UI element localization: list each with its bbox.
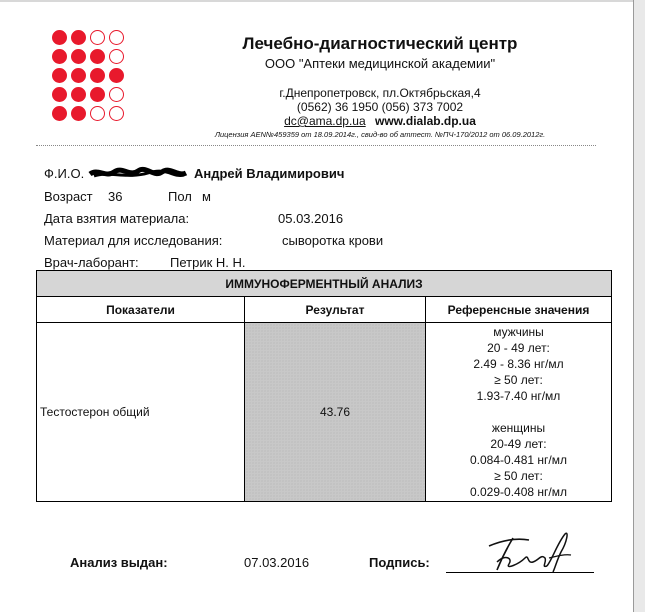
column-header-reference: Референсные значения: [426, 297, 612, 323]
issued-label: Анализ выдан:: [70, 555, 168, 570]
header-divider: [36, 145, 596, 146]
reference-line: женщины: [491, 421, 546, 435]
table-title: ИММУНОФЕРМЕНТНЫЙ АНАЛИЗ: [37, 271, 612, 297]
column-header-result: Результат: [245, 297, 426, 323]
clinic-logo-icon: [52, 30, 128, 130]
reference-line: 20-49 лет:: [490, 437, 547, 451]
table-row: [37, 323, 612, 502]
material-label: Материал для исследования:: [44, 233, 223, 248]
issued-date: 07.03.2016: [244, 555, 310, 570]
sample-date-label: Дата взятия материала:: [44, 211, 190, 226]
result-cell: 43.76: [245, 323, 426, 502]
results-table: [36, 270, 612, 502]
material-value: сыворотка крови: [282, 233, 384, 248]
reference-line: мужчины: [493, 325, 544, 339]
email-link[interactable]: dc@ama.dp.ua: [284, 114, 366, 128]
sex-value: м: [202, 189, 211, 204]
redacted-surname: [88, 165, 188, 181]
fio-label: Ф.И.О.: [44, 166, 85, 181]
age-label: Возраст: [44, 189, 93, 204]
sample-date-value: 05.03.2016: [278, 211, 344, 226]
org-phones: (0562) 36 1950 (056) 373 7002: [296, 100, 464, 114]
org-subtitle: ООО "Аптеки медицинской академии": [264, 56, 496, 71]
sex-label: Пол: [168, 189, 192, 204]
reference-line: 0.084-0.481 нг/мл: [470, 453, 567, 467]
age-value: 36: [108, 189, 123, 204]
sheet-right-edge: [633, 0, 645, 612]
reference-line: 0.029-0.408 нг/мл: [470, 485, 567, 499]
org-contacts: [200, 114, 560, 128]
signature-label: Подпись:: [369, 555, 430, 570]
doctor-value: Петрик Н. Н.: [170, 255, 246, 270]
parameter-cell: Тестостерон общий: [37, 323, 245, 502]
handwritten-signature: [483, 528, 573, 574]
patient-name: Андрей Владимирович: [194, 166, 345, 181]
reference-line: ≥ 50 лет:: [494, 469, 543, 483]
reference-line: ≥ 50 лет:: [494, 373, 543, 387]
website-link[interactable]: www.dialab.dp.ua: [375, 114, 476, 128]
license-text: Лицензия АЕN№459359 от 18.09.2014г., свид-во об аттест. №ПЧ-170/2012 от 06.09.2012г.: [214, 130, 546, 139]
reference-cell: [426, 323, 612, 502]
column-header-parameter: Показатели: [37, 297, 245, 323]
reference-line: 2.49 - 8.36 нг/мл: [473, 357, 564, 371]
reference-line: 20 - 49 лет:: [487, 341, 550, 355]
org-address: г.Днепропетровск, пл.Октябрьская,4: [279, 86, 481, 100]
doctor-label: Врач-лаборант:: [44, 255, 139, 270]
reference-line: 1.93-7.40 нг/мл: [476, 389, 561, 403]
sheet-top-edge: [0, 0, 633, 2]
org-name: Лечебно-диагностический центр: [242, 34, 518, 53]
reference-spacer: [426, 404, 611, 420]
